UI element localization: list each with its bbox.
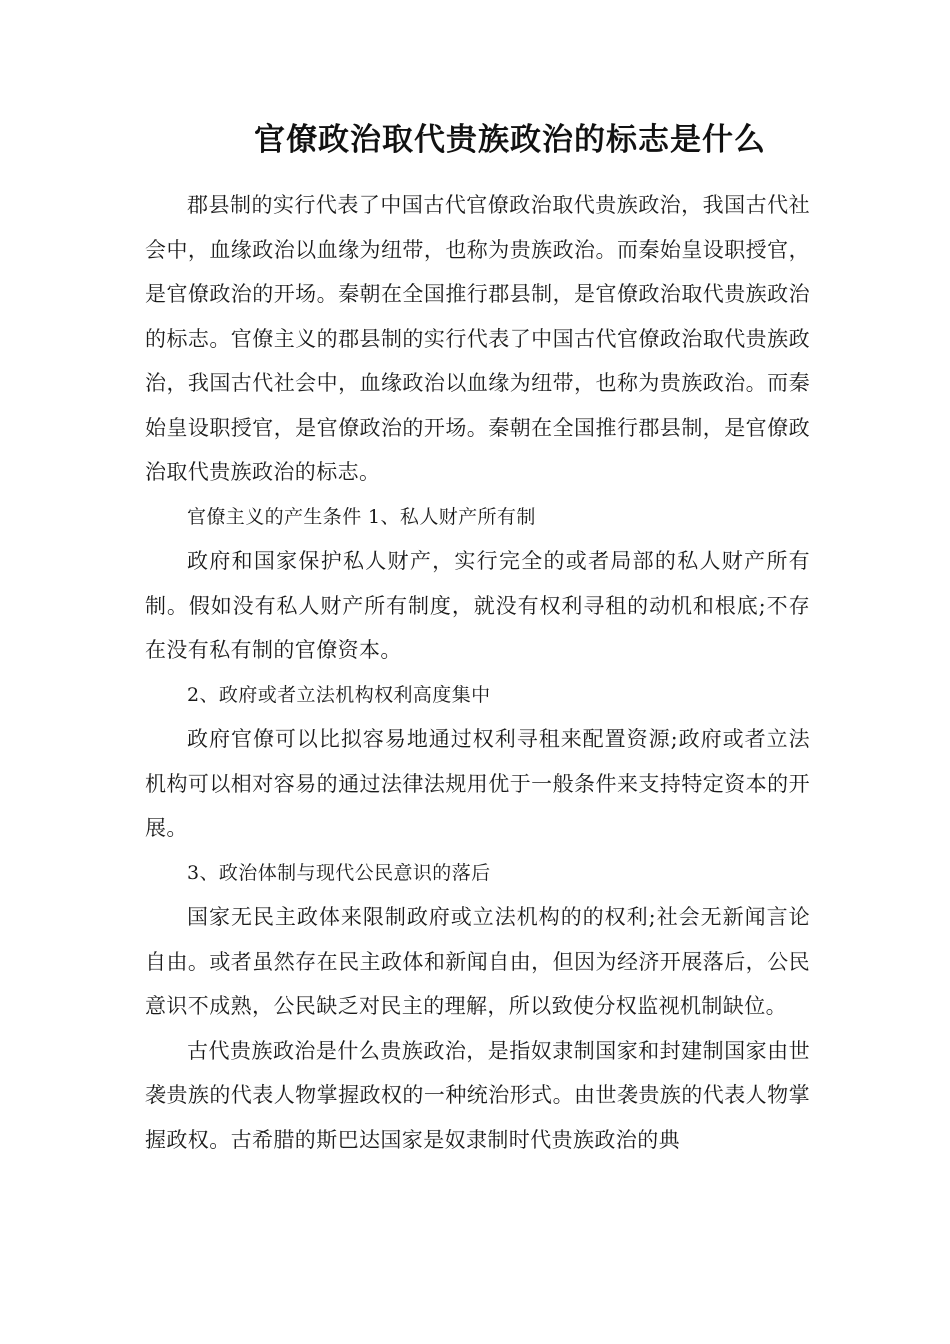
- document-title: 官僚政治取代贵族政治的标志是什么: [254, 122, 766, 158]
- paragraph-private-property: 政府和国家保护私人财产，实行完全的或者局部的私人财产所有制。假如没有私人财产所有制度，就没有权利寻租的动机和根底;不存在没有私有制的官僚资本。: [145, 549, 810, 662]
- document-body: [145, 183, 810, 1162]
- paragraph-condition-1: 官僚主义的产生条件 1、私人财产所有制: [187, 505, 536, 528]
- paragraph-aristocratic-politics: 古代贵族政治是什么贵族政治，是指奴隶制国家和封建制国家由世袭贵族的代表人物掌握政权的一种统治形式。由世袭贵族的代表人物掌握政权。古希腊的斯巴达国家是奴隶制时代贵族政治的典: [145, 1038, 810, 1152]
- paragraph-condition-3: 3、政治体制与现代公民意识的落后: [187, 861, 491, 884]
- paragraph-power-concentration: 政府官僚可以比拟容易地通过权利寻租来配置资源;政府或者立法机构可以相对容易的通过法律法规用优于一般条件来支持特定资本的开展。: [145, 727, 810, 840]
- paragraph-condition-2: 2、政府或者立法机构权利高度集中: [187, 683, 491, 706]
- paragraph-civic-awareness: 国家无民主政体来限制政府或立法机构的的权利;社会无新闻言论自由。或者虽然存在民主政体和新闻自由，但因为经济开展落后，公民意识不成熟，公民缺乏对民主的理解，所以致使分权监视机制缺位。: [145, 905, 810, 1018]
- paragraph-junxian-intro: 郡县制的实行代表了中国古代官僚政治取代贵族政治，我国古代社会中，血缘政治以血缘为纽带，也称为贵族政治。而秦始皇设职授官，是官僚政治的开场。秦朝在全国推行郡县制，是官僚政治取代贵族政治的标志。官僚主义的郡县制的实行代表了中国古代官僚政治取代贵族政治，我国古代社会中，血缘政治以血缘为纽带，也称为贵族政治。而秦始皇设职授官，是官僚政治的开场。秦朝在全国推行郡县制，是官僚政治取代贵族政治的标志。: [145, 193, 810, 484]
